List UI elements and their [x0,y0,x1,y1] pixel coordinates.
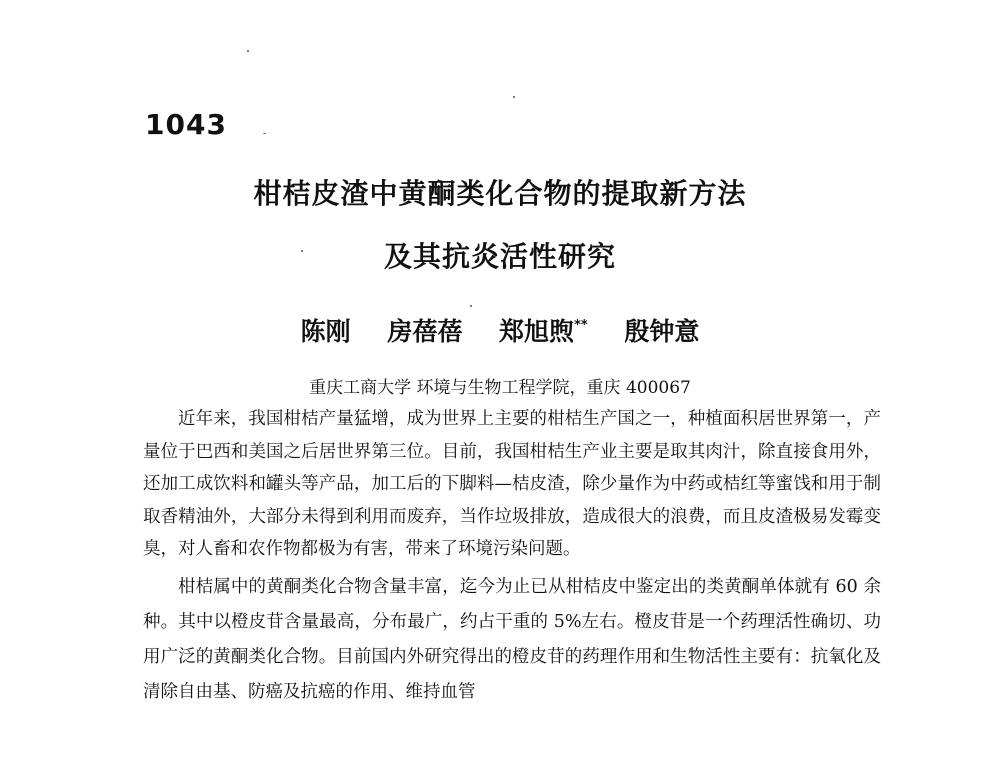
paper-number: 1043 [145,108,227,141]
body-paragraph: 柑桔属中的黄酮类化合物含量丰富，迄今为止已从柑桔皮中鉴定出的类黄酮单体就有 60 余种。其中以橙皮苷含量最高，分布最广，约占干重的 5%左右。橙皮苷是一个药理活性确切、功用广泛的黄酮类化合物。目前国内外研究得出的橙皮苷的药理作用和生物活性主要有：抗氧化及清除自由基、防癌及抗癌的作用、维持血管 [143,576,881,702]
author-name: 殷钟意 [624,317,700,346]
body-paragraph: 近年来，我国柑桔产量猛增，成为世界上主要的柑桔生产国之一，种植面积居世界第一，产量位于巴西和美国之后居世界第三位。目前，我国柑桔生产业主要是取其肉汁，除直接食用外，还加工成饮料和罐头等产品，加工后的下脚料—桔皮渣，除少量作为中药或桔红等蜜饯和用于制取香精油外，大部分未得到利用而废弃，当作垃圾排放，造成很大的浪费，而且皮渣极易发霉变臭，对人畜和农作物都极为有害，带来了环境污染问题。 [143,409,881,559]
author [387,317,462,346]
abstract-body [143,403,881,710]
author-name: 陈刚 [300,317,351,346]
scan-speck [470,305,472,307]
paper-title-line-2: 及其抗炎活性研究 [383,240,616,273]
author-name: 房蓓蓓 [387,317,463,346]
author [624,317,699,346]
scan-speck [247,50,249,52]
author-list [0,312,1000,348]
author [301,317,351,346]
scan-speck [513,96,515,98]
scan-speck [263,133,266,134]
corresponding-author-mark: ** [574,318,588,333]
author [499,317,588,346]
paper-title-line-1: 柑桔皮渣中黄酮类化合物的提取新方法 [253,177,747,210]
author-affiliation: 重庆工商大学 环境与生物工程学院，重庆 400067 [309,378,691,398]
author-name: 郑旭煦 [499,317,575,346]
